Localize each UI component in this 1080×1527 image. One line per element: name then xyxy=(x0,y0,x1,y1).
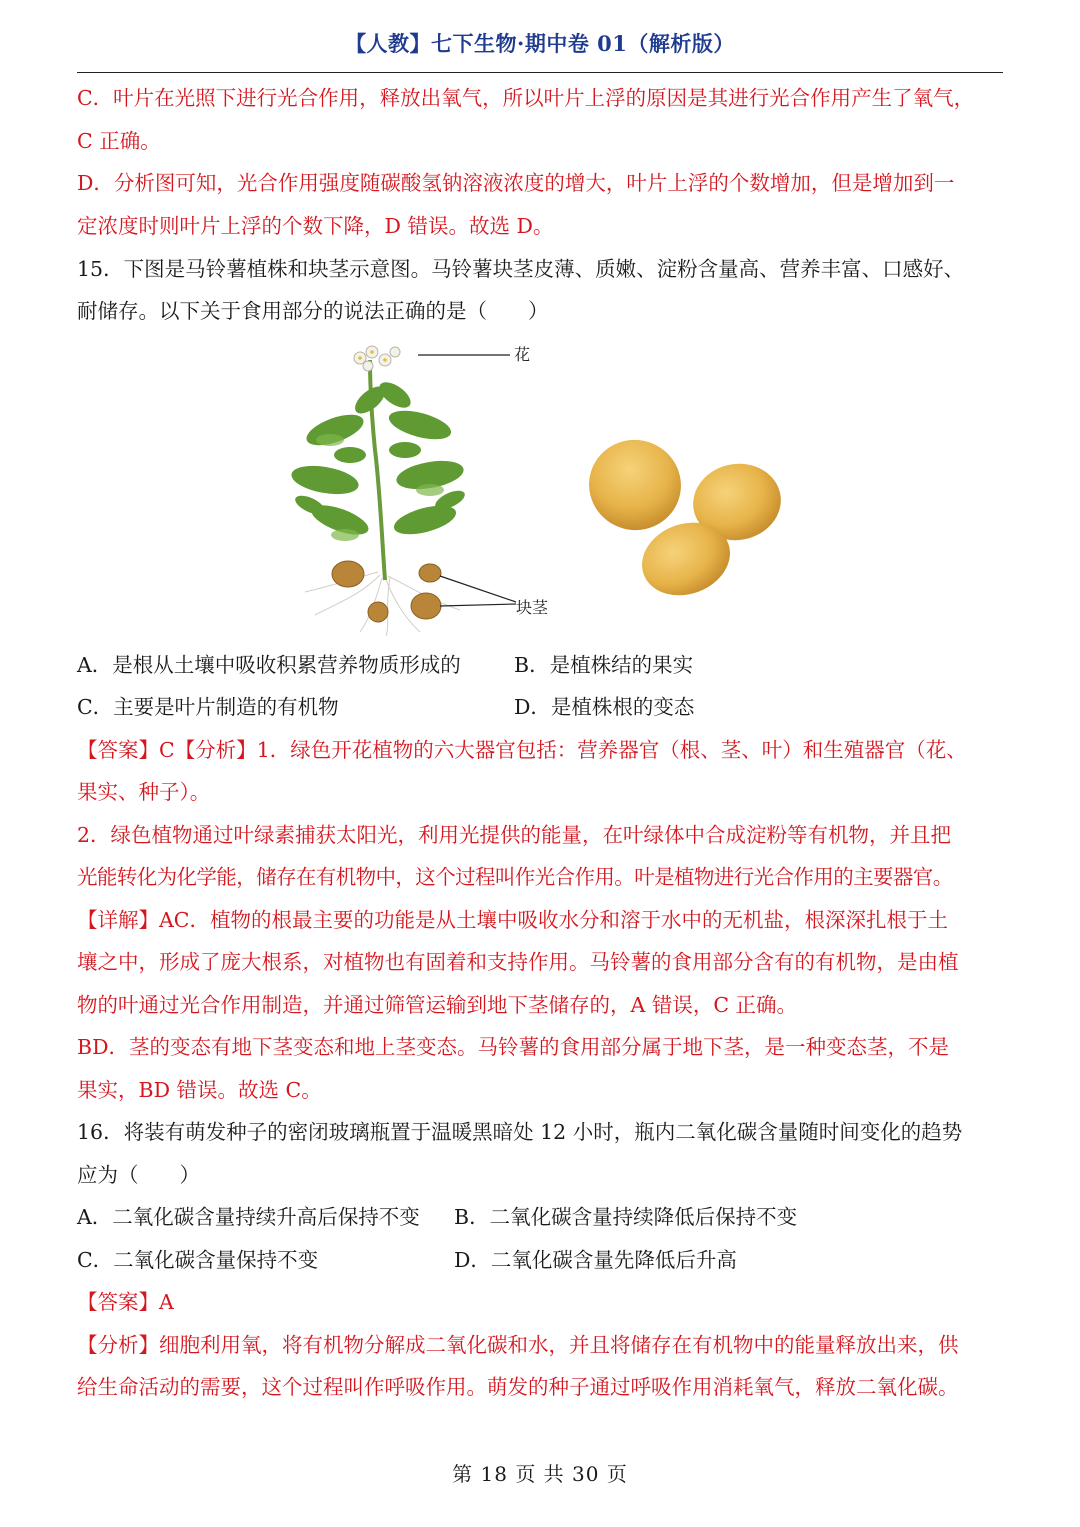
q16-option-b: B．二氧化碳含量持续降低后保持不变 xyxy=(454,1205,798,1229)
q15-detail-line xyxy=(77,905,1007,935)
page-number: 第 18 页 共 30 页 xyxy=(452,1462,628,1486)
text-line: 定浓度时则叶片上浮的个数下降，D 错误。故选 D。 xyxy=(77,214,554,238)
q15-option-c: C．主要是叶片制造的有机物 xyxy=(77,695,339,719)
question-15-stem: 耐储存。以下关于食用部分的说法正确的是（ ） xyxy=(77,299,549,323)
q15-option-b: B．是植株结的果实 xyxy=(514,653,694,677)
q16-option-a: A．二氧化碳含量持续升高后保持不变 xyxy=(77,1205,420,1229)
analysis-tag: 【分析】 xyxy=(77,1333,159,1357)
analysis-tag: 【分析】 xyxy=(174,738,257,762)
text-line: 壤之中，形成了庞大根系，对植物也有固着和支持作用。马铃薯的食用部分含有的有机物，是由植 xyxy=(77,950,959,974)
analysis-text: 1．绿色开花植物的六大器官包括：营养器官（根、茎、叶）和生殖器官（花、 xyxy=(256,738,967,762)
detail-tag: 【详解】 xyxy=(77,908,159,932)
page-header-title: 【人教】七下生物·期中卷 01（解析版） xyxy=(345,31,735,56)
answer-tag: 【答案】 xyxy=(77,1290,159,1314)
text-line: 2．绿色植物通过叶绿素捕获太阳光，利用光提供的能量，在叶绿体中合成淀粉等有机物，并且把 xyxy=(77,823,952,847)
text-line: 果实，BD 错误。故选 C。 xyxy=(77,1078,322,1102)
q15-option-a: A．是根从土壤中吸收积累营养物质形成的 xyxy=(77,653,461,677)
text-line: 果实、种子）。 xyxy=(77,780,211,804)
text-line: BD．茎的变态有地下茎变态和地上茎变态。马铃薯的食用部分属于地下茎，是一种变态茎，不是 xyxy=(77,1035,949,1059)
potato-plant-illustration xyxy=(290,340,810,640)
question-15-stem: 15．下图是马铃薯植株和块茎示意图。马铃薯块茎皮薄、质嫩、淀粉含量高、营养丰富、口感好、 xyxy=(77,257,965,281)
text-line: C．叶片在光照下进行光合作用，释放出氧气，所以叶片上浮的原因是其进行光合作用产生了氧气， xyxy=(77,86,975,110)
q16-analysis-line xyxy=(77,1330,1007,1360)
question-16-stem: 应为（ ） xyxy=(77,1163,200,1187)
answer-tag: 【答案】 xyxy=(77,738,159,762)
text-line: C 正确。 xyxy=(77,129,161,153)
q15-option-d: D．是植株根的变态 xyxy=(514,695,695,719)
analysis-text: 细胞利用氧，将有机物分解成二氧化碳和水，并且将储存在有机物中的能量释放出来，供 xyxy=(159,1333,959,1357)
text-line: 光能转化为化学能，储存在有机物中，这个过程叫作光合作用。叶是植物进行光合作用的主要器官。 xyxy=(77,865,953,889)
text-line: 给生命活动的需要，这个过程叫作呼吸作用。萌发的种子通过呼吸作用消耗氧气，释放二氧化碳。 xyxy=(77,1375,959,1399)
answer-value: A xyxy=(159,1290,174,1314)
text-line: 物的叶通过光合作用制造，并通过筛管运输到地下茎储存的，A 错误，C 正确。 xyxy=(77,993,798,1017)
label-flower: 花 xyxy=(514,345,531,364)
q16-option-d: D．二氧化碳含量先降低后升高 xyxy=(454,1248,737,1272)
potato-figure xyxy=(290,340,810,640)
question-16-stem: 16．将装有萌发种子的密闭玻璃瓶置于温暖黑暗处 12 小时，瓶内二氧化碳含量随时间变化的趋势 xyxy=(77,1120,963,1144)
text-line: D．分析图可知，光合作用强度随碳酸氢钠溶液浓度的增大，叶片上浮的个数增加，但是增加到一 xyxy=(77,171,955,195)
label-tuber: 块茎 xyxy=(516,598,549,617)
answer-value: C xyxy=(159,738,175,762)
q16-answer-line xyxy=(77,1287,1007,1317)
q15-answer-line xyxy=(77,735,1007,765)
header-divider xyxy=(77,72,1003,73)
detail-text: AC．植物的根最主要的功能是从土壤中吸收水分和溶于水中的无机盐，根深深扎根于土 xyxy=(159,908,948,932)
q16-option-c: C．二氧化碳含量保持不变 xyxy=(77,1248,319,1272)
